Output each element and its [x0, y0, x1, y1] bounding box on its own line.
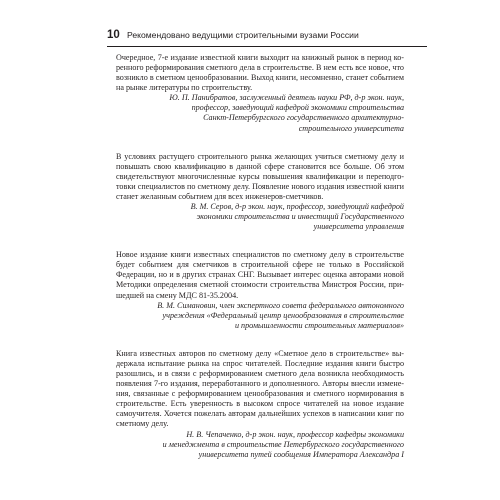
page-number: 10	[107, 29, 120, 41]
review-block	[116, 250, 404, 331]
review-signature	[116, 93, 404, 133]
signature-line: университета путей сообщения Императора Александра I	[198, 449, 404, 459]
signature-line: и менеджмента в строительстве Петербургского государственного	[162, 439, 404, 449]
review-text: Очередное, 7-е издание известной книги выходит на книжный рынок в период коренного реформирования сметного дела в строительстве. В нем есть все новое, что возникло в сметном ценообразовании. Выход книги, несомненно, станет событием на рынке литературы по строительству.	[116, 53, 404, 93]
review-signature	[116, 202, 404, 232]
running-header	[107, 28, 427, 47]
review-block	[116, 152, 404, 233]
running-title: Рекомендовано ведущими строительными вузами России	[127, 30, 359, 40]
review-text: Книга известных авторов по сметному делу «Сметное дело в строительстве» выдержала испытание рынка на спрос читателей. Последние издания книги быстро разошлись, и в связи с реформированием сметного дела возникла необходимость появления 7-го издания, переработанного и дополненного. Авторы внесли изменения, связанные с реформированием ценообразования и сметного нормирования в строительстве. Есть уверенность в высоком спросе читателей на новое издание самоучителя. Хочется пожелать авторам дальнейших успехов в написании книг по сметному делу.	[116, 348, 404, 429]
signature-line: В. М. Симановин, член экспертного совета федерального автономного	[157, 300, 404, 310]
signature-line: Ю. П. Панибратов, заслуженный деятель науки РФ, д-р экон. наук,	[169, 93, 404, 103]
signature-line: учреждения «Федеральный центр ценообразования в строительстве	[162, 310, 404, 320]
signature-line: строительного университета	[298, 123, 404, 133]
signature-line: и промышленности строительных материалов»	[234, 320, 404, 330]
review-block	[116, 349, 404, 460]
signature-line: университета управления	[313, 222, 404, 232]
review-block	[116, 53, 404, 134]
review-signature	[116, 301, 404, 331]
review-text: В условиях растущего строительного рынка желающих учиться сметному делу и повышать свою квалификацию в данной сфере становится все больше. Об этом свидетельствуют многочисленные курсы повышения квалификации и переподготовки специалистов по сметному делу. Появление нового издания известной книги станет желанным событием для всех инженеров-сметчиков.	[116, 151, 404, 201]
review-signature	[116, 430, 404, 460]
signature-line: Санкт-Петербургского государственного архитектурно-	[203, 113, 404, 123]
review-text: Новое издание книги известных специалистов по сметному делу в строительстве будет событием для сметчиков в строительной сфере не только в Российской Федерации, но и в других странах СНГ. Вызывает интерес оценка авторами новой Методики определения сметной стоимости строительства Минстроя России, пришедшей на смену МДС 81-35.2004.	[116, 250, 404, 300]
signature-line: профессор, заведующий кафедрой экономики строительства	[191, 103, 404, 113]
signature-line: Н. В. Чепаченко, д-р экон. наук, профессор кафедры экономики	[186, 429, 404, 439]
signature-line: экономики строительства и инвестиций Государственного	[196, 212, 404, 222]
signature-line: В. М. Серов, д-р экон. наук, профессор, заведующий кафедрой	[190, 202, 404, 212]
reviews-column	[116, 53, 404, 460]
